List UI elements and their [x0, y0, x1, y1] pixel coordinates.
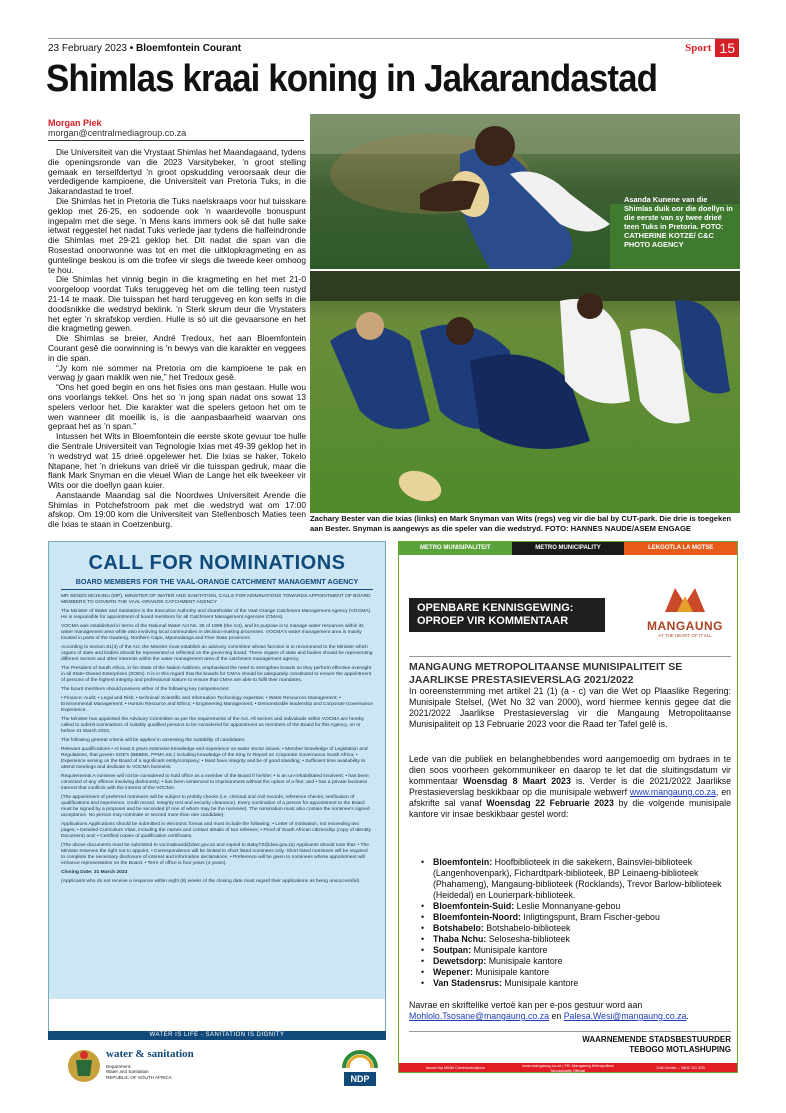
headline: Shimlas kraai koning in Jakarandastad: [46, 58, 658, 100]
author-email[interactable]: morgan@centralmediagroup.co.za: [48, 128, 187, 138]
article-paragraph: Die Shimlas het in Pretoria die Tuks naelskraaps voor hul tuisskare geklop met 26-25, en sodoende ook ’n waardevolle bonuspunt ingepalm met die sege. ’n Mens kans immers ook sê dat hulle sake ietwat reggestel het nadat Tuks verlede jaar tydens die halfeindronde die Shimlas met 29-21 geklop het. Dit nadat die span van die Rosestad onoorwonne was tot en met die uitklopkragmeting en as guntelinge beskou is om die trofee vir slegs die tweede keer omhoog te hou.: [48, 195, 306, 275]
ad1-paragraph: • Finance; Audit; • Legal and Risk; • technical/ Scientific and Information Technology expertise; • Water Resources Management; • Environmental Management; • Human Resource and Ethics; • Engineering Management; • Demonstrable leadership and Corporate Governance Experience.: [61, 696, 373, 713]
ad2-banner: [409, 598, 605, 632]
article-paragraph: Aanstaande Maandag sal die Noordwes Universiteit Arende die Shimlas in Potchefstroom pak met die wedstryd wat om 17:00 afskop. Om 19:00 kom die Universiteit van Stellenbosch Maties teen die Ixias te staan in Coetzenburg.: [48, 489, 306, 530]
signatory-name: TEBOGO MOTLASHUPING: [629, 1045, 731, 1054]
signatory-title: WAARNEMENDE STADSBESTUURDER: [582, 1035, 731, 1044]
header-bullet: •: [129, 43, 134, 54]
ad1-title: CALL FOR NOMINATIONS: [88, 552, 346, 574]
mangaung-wordmark: MANGAUNG: [647, 619, 723, 633]
list-item: [421, 978, 731, 989]
list-item: [421, 956, 731, 967]
header-date: 23 February 2023: [48, 43, 127, 54]
office-location: Selosesha-biblioteek: [486, 934, 570, 944]
text-run: is. Verder is die 2021/2022 Jaarlikse Prestasieverslag beskikbaar op die munisipale webwerf: [409, 776, 732, 797]
office-town: Bloemfontein:: [433, 857, 493, 867]
office-town: Bloemfontein-Noord:: [433, 912, 521, 922]
office-location: Hoofbiblioteek in die sakekern, Bainsvlei-biblioteek (Langenhovenpark), Fichardtpark-biblioteek, BP Leinaeng-biblioteek (Phahameng), Mangaung-biblioteek (Rocklands), Trevor Barlow-biblioteek (Heidedal) en Lourierpark-biblioteek.: [433, 857, 722, 900]
list-item: [421, 857, 731, 901]
ad2-banner-line: OPROEP VIR KOMMENTAAR: [417, 615, 569, 627]
footer-item: Issued by MMM Communications: [425, 1065, 485, 1070]
text-run: en: [549, 1011, 564, 1021]
office-location: Botshabelo-biblioteek: [483, 923, 571, 933]
email-link[interactable]: Palesa.Wesi@mangaung.co.za: [563, 1011, 687, 1021]
dws-line: REPUBLIC OF SOUTH AFRICA: [106, 1074, 172, 1080]
list-item: [421, 945, 731, 956]
caption-photo-2: Zachary Bester van die Ixias (links) en Mark Snyman van Wits (regs) veg vir die bal by CUT-park. Die drie is toegeken aan Bester. Snyman is aangewys as die speler van die wedstryd. FOTO: HANNES NAUDE/ASEM ENGAGE: [310, 514, 732, 533]
ad1-paragraph: The Minister of Water and Sanitation is the Executive Authority and shareholder of the Vaal-Orange Catchment Management Agency (VOCMA). He is responsible for appointment of board members for all Catchment Management Agencies (CMAs).: [61, 609, 372, 620]
office-town: Wepener:: [433, 967, 473, 977]
signature-block: [409, 1031, 731, 1055]
dws-line: Water and Sanitation: [106, 1069, 149, 1075]
list-item: [421, 923, 731, 934]
ad-mangaung-notice: [398, 541, 738, 1073]
coat-of-arms-icon: [64, 1046, 104, 1086]
header-paper: Bloemfontein Courant: [136, 43, 242, 54]
ad2-title: MANGAUNG METROPOLITAANSE MUNISIPALITEIT SE JAARLIKSE PRESTASIEVERSLAG 2021/2022: [409, 656, 731, 687]
text-run: by die volgende munisipale kantore vir insae beskikbaar gestel word:: [409, 798, 731, 819]
available-date: Woensdag 22 Februarie 2023: [486, 798, 614, 808]
list-item: [421, 967, 731, 978]
ad1-subtitle: BOARD MEMBERS FOR THE VAAL-ORANGE CATCHMENT MANAGEMNT AGENCY: [61, 577, 373, 590]
ad1-paragraph: (The above documents must be submitted to vocmaboard@dws.gov.za and copied to BabyTZ@dws.gov.za) Applicants should note that: • The Minister reserves the right not to appoint. • Correspondence will be limited to short listed nominees only. Short listed nominees will be required to complete the necessary disclosure of interest and information declarations. • Preference will be given to nominees whose appointment will enhance representation on the Board. • Term of office is four years (4 years).: [61, 843, 369, 866]
office-town: Bloemfontein-Suid:: [433, 901, 515, 911]
office-location: Munisipale kantore: [501, 978, 579, 988]
dws-line: Department:: [106, 1064, 132, 1069]
ad1-slogan-band: WATER IS LIFE - SANITATION IS DIGNITY: [48, 1031, 386, 1040]
ad2-footer-bar: [399, 1063, 737, 1072]
ad1-paragraph: According to section 81(3) of the Act, the Minister must establish an advisory committee whose function is to recommend to the Minister which organs of state and bodies should be represented or reflected on the governing board. These organs of state and bodies should be representing different sectors and other interests within the water management area of the catchment management agency.: [61, 645, 373, 662]
text-run: Lede van die publiek en belanghebbendes word aangemoedig om bydraes in te dien soos voorheen gekommunikeer en daarop te let dat die sluitingsdatum vir kommentaar: [409, 754, 731, 786]
office-town: Thaba Nchu:: [433, 934, 487, 944]
ad2-tab: METRO MUNICIPALITY: [512, 542, 625, 555]
ad2-banner-line: OPENBARE KENNISGEWING:: [417, 602, 574, 614]
article-paragraph: Die Shimlas het vinnig begin in die kragmeting en het met 21-0 voorgeloop voordat Tuks teruggeveg het om die telling teen rustyd 21-14 te maak. Die tuisspan het hard teruggeveg en kon selfs in die doodsnikke die wedstryd beklink. ’n Sterk skrum deur die Vrystaters het egter ’n skrafskop verdien. Hulle is só uit die gevaarsone en het die kragmeting gewen.: [48, 274, 306, 334]
ad1-paragraph: Relevant qualifications • At least 5 years extensive knowledge and experience on water sector issues; • Member knowledge of Legislation and Regulations, that govern SOE's (BBBEE, PFMA etc.) including knowledge of the King IV Report on Corporate Governance South Africa; • Experience serving on the Board of a significant entity/company; • Must have integrity and be of good standing; • Sufficient time availability to attend meetings and dedicate to VOCMA business.: [61, 747, 368, 770]
footer-item: Call Centre – 0800 111 300: [656, 1065, 705, 1070]
office-town: Van Stadensrus:: [433, 978, 502, 988]
article-paragraph: Die Universiteit van die Vrystaat Shimlas het Maandagaand, tydens die openingsronde van die 2023 Varsitybeker, ’n groot stelling gemaak en terselfdertyd ’n groot opskudding veroorsaak deur die verdedigende kampioene, die Universiteit van Pretoria Tuks, in die Jakarandastad te troef.: [48, 147, 306, 197]
footer-item: www.mangaung.co.za | FB: Mangaung Metropolitan Municipality Official: [522, 1062, 614, 1073]
text-run: .: [686, 1011, 689, 1021]
article-paragraph: “Ons het goed begin en ons het fisies ons man gestaan. Hulle wou ons voorlangs tekkel. Ons het so ’n jong span nadat ons sowat 13 spelers verloor het. Die karakter wat die spelers getoon het om te wen wanneer dit moeilik is, is die aanpasbaarheid waarvan ons gepraat het as ’n span.”: [48, 382, 306, 432]
office-town: Soutpan:: [433, 945, 472, 955]
office-location: Munisipale kantore: [471, 945, 548, 955]
article-paragraph: “Jy kom nie sommer na Pretoria om die kampioene te pak en verwag jy gaan maklik wen nie,” het Tredoux gesê.: [48, 362, 306, 383]
page-number: 15: [715, 39, 739, 57]
ad-call-for-nominations: [48, 541, 386, 1040]
office-location: Leslie Monnanyane-gebou: [514, 901, 621, 911]
ad1-body: [49, 590, 385, 892]
photo-tackle: [310, 271, 740, 513]
email-link[interactable]: Mohlolo.Tsosane@mangaung.co.za: [409, 1011, 549, 1021]
text-run: , en afskrifte sal vanaf: [409, 787, 731, 808]
ad2-paragraph-2: [409, 754, 731, 820]
ad1-paragraph: Requirements A nominee will not be considered to hold office as a member of the Board if he/she: • is an un-rehabilitated insolvent; • has been convicted of any offence involving dishonesty; • has been sentenced to imprisonment without the option of a fine; and • has a private business interest that conflicts with the interest of the VOCMA.: [61, 774, 369, 791]
office-list: [421, 857, 731, 989]
article-paragraph: Intussen het Wits in Bloemfontein die eerste skote gevuur toe hulle die Sentrale Universiteit van Tegnologie Ixias met 49-39 geklop het in ’n wedstryd wat 15 drieë opgelewer het. Die Ixias se haker, Tokelo Ntapane, het ’n driekuns van drieë vir die tuisspan gedruk, maar die flank Mark Snyman en die vleuel Wian de Lange het elk tweekeer vir Wits oor die doellyn gaan kuier.: [48, 431, 306, 491]
office-location: Inligtingspunt, Bram Fischer-gebou: [520, 912, 660, 922]
ad1-paragraph: The President of South Africa, in his State of the Nation Address, emphasised the need to strengthen boards so they perform effective oversight in all State-Owned Enterprises (SOEs). It is in this regard that the boards for CMAs should be adequately constituted to ensure the appointment of persons of the highest integrity and professional stature to ensure that CMAs are able to fulfil their mandates.: [61, 666, 372, 683]
list-item: [421, 912, 731, 923]
photo-tackle-image: [310, 271, 740, 513]
article-paragraph: Die Shimlas se breier, André Tredoux, het aan Bloemfontein Courant gesê die oorwinning is ’n bewys van die karakter en veggees in die span.: [48, 333, 306, 363]
ad1-paragraph: VOCMA was established in terms of the National Water Act No. 36 of 1998 (the Act), and its purpose is to manage water resources within its water management area while also involving local communities in decision-making processes. VOCMA's water management area is mainly located in parts of the Gauteng, Northern Cape, Mpumalanga and Free State provinces.: [61, 624, 364, 641]
section-label: Sport: [685, 42, 712, 54]
ad1-paragraph: MR SENZO MCHUNU (MP), MINISTER OF WATER AND SANITATION, CALLS FOR NOMINATIONS TOWARDS APPOINTMENT OF BOARD MEMBERS TO GOVERN THE VAAL-ORANGE CATCHMENT AGENCY: [61, 594, 371, 605]
ad2-tabs: [399, 542, 737, 555]
ad1-closing-date: Closing Date: 31 March 2023: [61, 870, 128, 875]
ad2-tab: METRO MUNISIPALITEIT: [399, 542, 512, 555]
office-location: Munisipale kantore: [472, 967, 550, 977]
byline: [48, 118, 303, 138]
ad2-paragraph-3: [409, 1000, 731, 1022]
ad1-paragraph: Applications Applications should be submitted in electronic format and must include the following: • Letter of motivation, not exceeding two pages; • Detailed Curriculum Vitae, including the names and contact details of two referees; • Proof of South African citizenship (copy of Identity Document) and; • Certified copies of qualification certificates.: [61, 822, 371, 839]
ad1-paragraph: The Minister has appointed the Advisory Committee as per the requirements of the Act. All sectors and individuals within VOCMA are hereby called to submit nominations of suitably qualified persons to be considered for appointment as members of the Board for this Agency, on or before 31 March 2023.: [61, 717, 365, 734]
dws-logo: [64, 1044, 214, 1090]
caption-photo-1: Asanda Kunene van die Shimlas duik oor die doellyn in die eerste van sy twee drieë teen Tuks in Pretoria. FOTO: CATHERINE KOTZE/ C&C PHOTO AGENCY: [624, 195, 733, 249]
ad1-paragraph: (Applicants who do not receive a response within eight (8) weeks of the closing date must regard their applications as being unsuccessful): [61, 879, 360, 884]
ad1-paragraph: The board members should possess either of the following key competencies:: [61, 687, 230, 692]
text-run: Navrae en skriftelike vertoë kan per e-pos gestuur word aan: [409, 1000, 643, 1010]
dws-name: water & sanitation: [106, 1048, 194, 1060]
header-dateline: [48, 43, 241, 54]
list-item: [421, 934, 731, 945]
mangaung-mark-icon: [663, 582, 707, 614]
website-link[interactable]: www.mangaung.co.za: [629, 787, 716, 797]
office-town: Dewetsdorp:: [433, 956, 487, 966]
deadline-date: Woensdag 8 Maart 2023: [463, 776, 571, 786]
author-name: Morgan Piek: [48, 118, 102, 128]
list-item: [421, 901, 731, 912]
mangaung-tagline: AT THE HEART OF IT ALL: [658, 633, 712, 638]
article-body: [48, 148, 306, 530]
ad2-tab: LEKGOTLA LA MOTSE: [624, 542, 737, 555]
ndp-logo: [340, 1048, 380, 1090]
ad1-paragraph: (The appointment of preferred nominees will be subject to probity checks (i.e. criminal and civil records; reference checks; verification of qualifications and experience; credit record, integrity test and security clearance). Every nomination of a person for appointment to the Board must be signed by a proposer and be seconded (if one of whom may be the nominee). The nomination must also contain the nominee's signed acceptance. No person may nominate or second more than one candidate).: [61, 795, 370, 818]
page-header: [48, 38, 739, 58]
ad1-paragraph: The following general criteria will be applied in assessing the suitability of candidates:: [61, 738, 246, 743]
office-town: Botshabelo:: [433, 923, 484, 933]
office-location: Munisipale kantore: [486, 956, 563, 966]
ad2-paragraph-1: In ooreenstemming met artikel 21 (1) (a - c) van die Wet op Plaaslike Regering: Munisipale Stelsel, (Wet No 32 van 2000), word hiermee kennis gegee dat die 2021/2022 Jaarlikse Prestasieverslag vir die Mangaung Metropolitaanse Munisipaliteit op 13 Februarie 2023 voor die Raad ter Tafel gelê is.: [409, 686, 731, 729]
mangaung-logo: [643, 582, 727, 646]
ndp-label: NDP: [350, 1074, 370, 1084]
byline-divider: [48, 140, 304, 141]
